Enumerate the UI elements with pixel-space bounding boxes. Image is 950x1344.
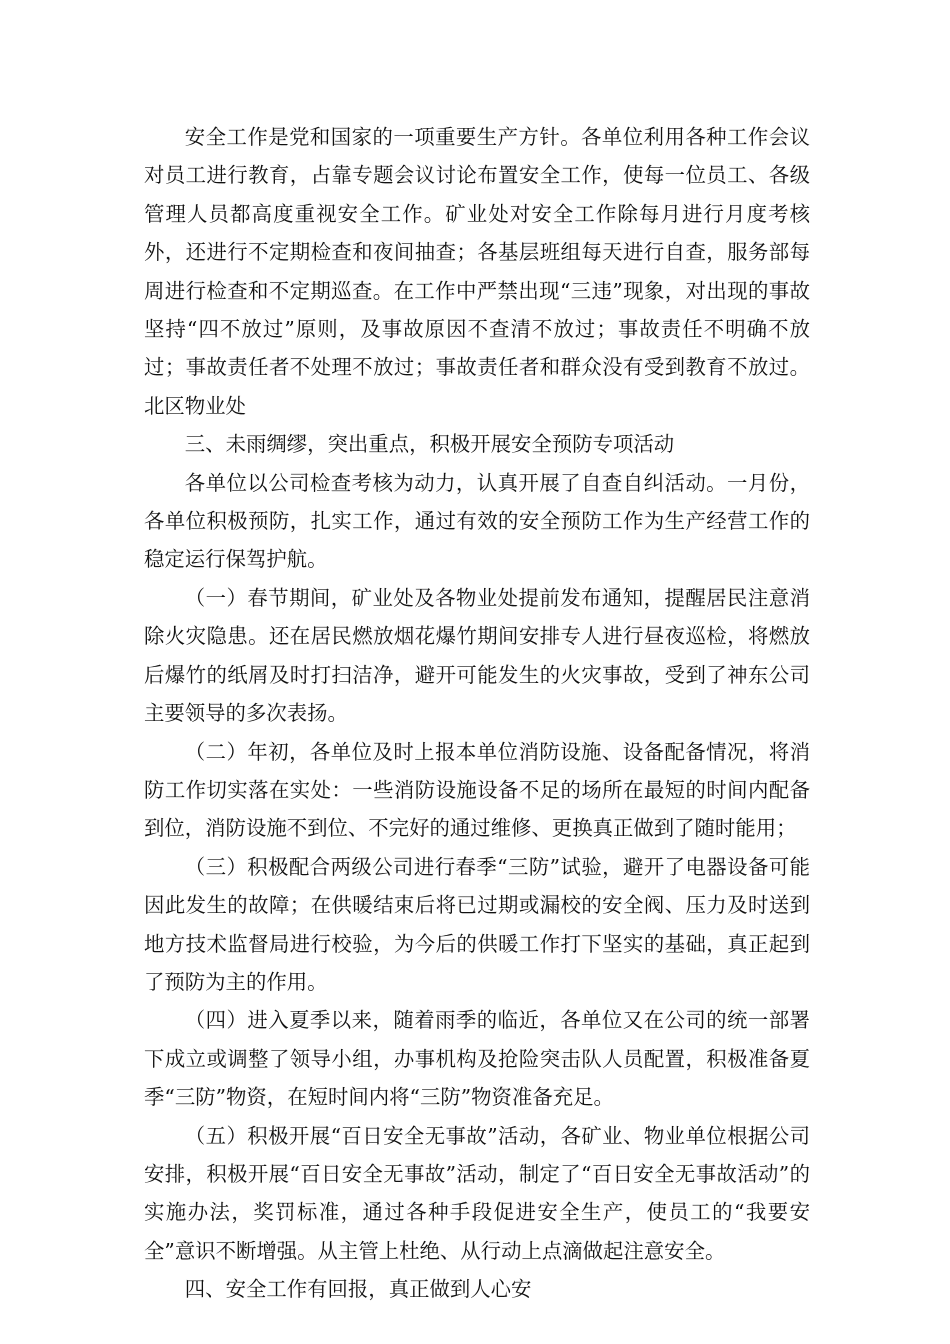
paragraph-self-inspection: 各单位以公司检查考核为动力，认真开展了自查自纠活动。一月份，各单位积极预防，扎实工作，通过有效的安全预防工作为生产经营工作的稳定运行保驾护航。	[144, 470, 810, 572]
paragraph-item-five: （五）积极开展“百日安全无事故”活动，各矿业、物业单位根据公司安排，积极开展“百日安全无事故”活动，制定了“百日安全无事故活动”的实施办法，奖罚标准，通过各种手段促进安全生产，使员工的“我要安全”意识不断增强。从主管上杜绝、从行动上点滴做起注意安全。	[144, 1123, 810, 1263]
document-body	[144, 118, 810, 1309]
paragraph-item-one: （一）春节期间，矿业处及各物业处提前发布通知，提醒居民注意消除火灾隐患。还在居民燃放烟花爆竹期间安排专人进行昼夜巡检，将燃放后爆竹的纸屑及时打扫洁净，避开可能发生的火灾事故，受到了神东公司主要领导的多次表扬。	[144, 585, 810, 726]
section-heading-three: 三、未雨绸缪，突出重点，积极开展安全预防专项活动	[184, 432, 675, 457]
paragraph-safety-policy: 安全工作是党和国家的一项重要生产方针。各单位利用各种工作会议对员工进行教育，占靠专题会议讨论布置安全工作，使每一位员工、各级管理人员都高度重视安全工作。矿业处对安全工作除每月进行月度考核外，还进行不定期检查和夜间抽查；各基层班组每天进行自查，服务部每周进行检查和不定期巡查。在工作中严禁出现“三违”现象，对出现的事故坚持“四不放过”原则，及事故原因不查清不放过；事故责任不明确不放过；事故责任者不处理不放过；事故责任者和群众没有受到教育不放过。北区物业处	[144, 125, 810, 418]
paragraph-item-two: （二）年初，各单位及时上报本单位消防设施、设备配备情况，将消防工作切实落在实处：一些消防设施设备不足的场所在最短的时间内配备到位，消防设施不到位、不完好的通过维修、更换真正做到了随时能用；	[144, 739, 810, 841]
paragraph-item-three: （三）积极配合两级公司进行春季“三防”试验，避开了电器设备可能因此发生的故障；在供暖结束后将已过期或漏校的安全阀、压力及时送到地方技术监督局进行校验，为今后的供暖工作打下坚实的基础，真正起到了预防为主的作用。	[144, 854, 810, 994]
paragraph-item-four: （四）进入夏季以来，随着雨季的临近，各单位又在公司的统一部署下成立或调整了领导小组，办事机构及抢险突击队人员配置，积极准备夏季“三防”物资，在短时间内将“三防”物资准备充足。	[144, 1008, 810, 1110]
section-heading-four: 四、安全工作有回报，真正做到人心安	[184, 1277, 532, 1302]
